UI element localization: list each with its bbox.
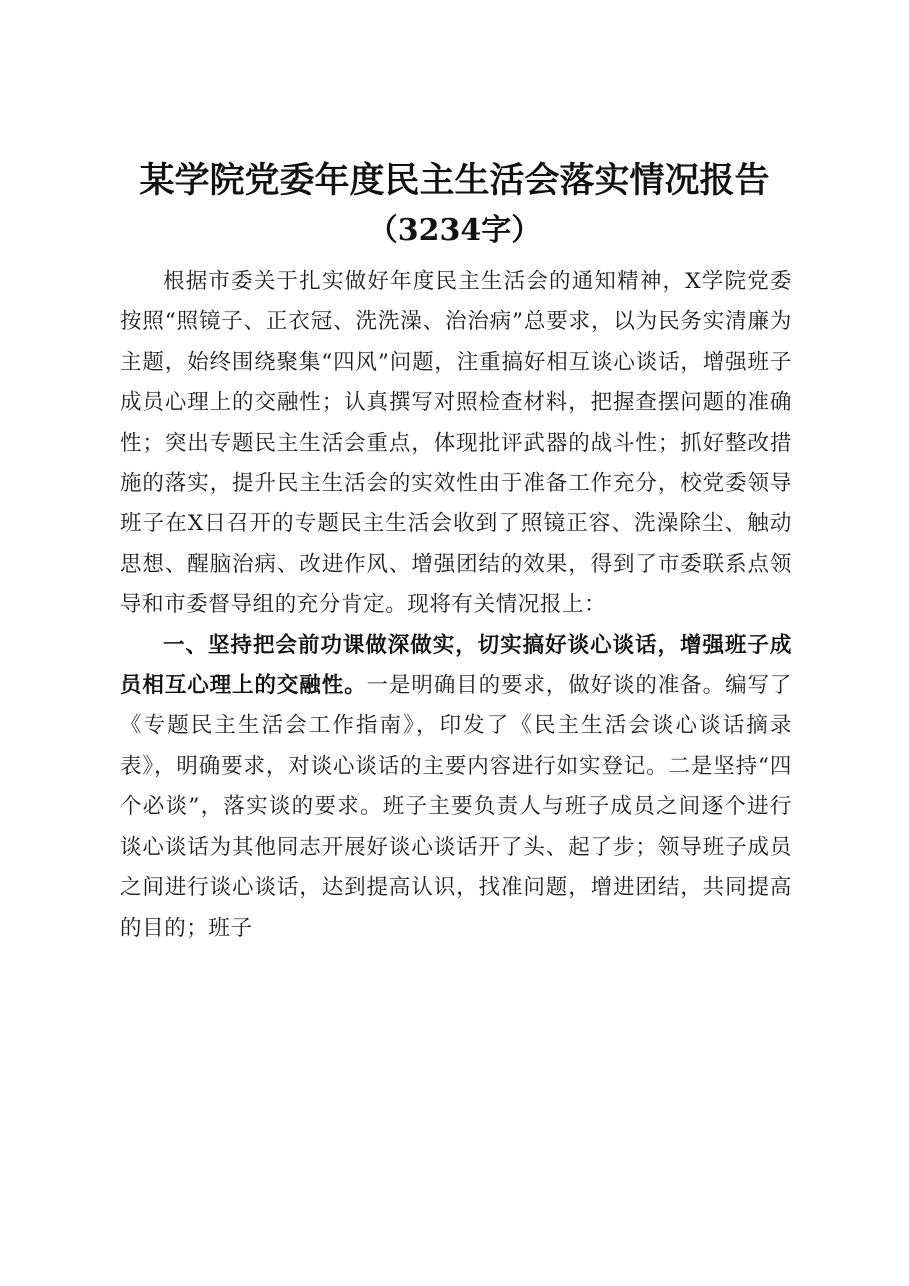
section-1-paragraph	[120, 626, 792, 949]
document-body	[120, 262, 792, 949]
section-1-body: 一是明确目的要求，做好谈的准备。编写了《专题民主生活会工作指南》，印发了《民主生活会谈心谈话摘录表》，明确要求，对谈心谈话的主要内容进行如实登记。二是坚持“四个必谈”，落实谈的要求。班子主要负责人与班子成员之间逐个进行谈心谈话为其他同志开展好谈心谈话开了头、起了步；领导班子成员之间进行谈心谈话，达到提高认识，找准问题，增进团结，共同提高的目的；班子	[120, 673, 792, 941]
intro-paragraph: 根据市委关于扎实做好年度民主生活会的通知精神，X学院党委按照“照镜子、正衣冠、洗洗澡、治治病”总要求，以为民务实清廉为主题，始终围绕聚集“四风”问题，注重搞好相互谈心谈话，增强班子成员心理上的交融性；认真撰写对照检查材料，把握查摆问题的准确性；突出专题民主生活会重点，体现批评武器的战斗性；抓好整改措施的落实，提升民主生活会的实效性由于准备工作充分，校党委领导班子在X日召开的专题民主生活会收到了照镜正容、洗澡除尘、触动思想、醒脑治病、改进作风、增强团结的效果，得到了市委联系点领导和市委督导组的充分肯定。现将有关情况报上：	[120, 269, 792, 618]
document-subtitle: （3234字）	[367, 213, 542, 248]
section-1-heading: 一、坚持把会前功课做深做实，切实搞好谈心谈话，增强班子成员相互心理上的交融性。	[120, 632, 792, 699]
document-title: 某学院党委年度民主生活会落实情况报告	[139, 160, 770, 201]
